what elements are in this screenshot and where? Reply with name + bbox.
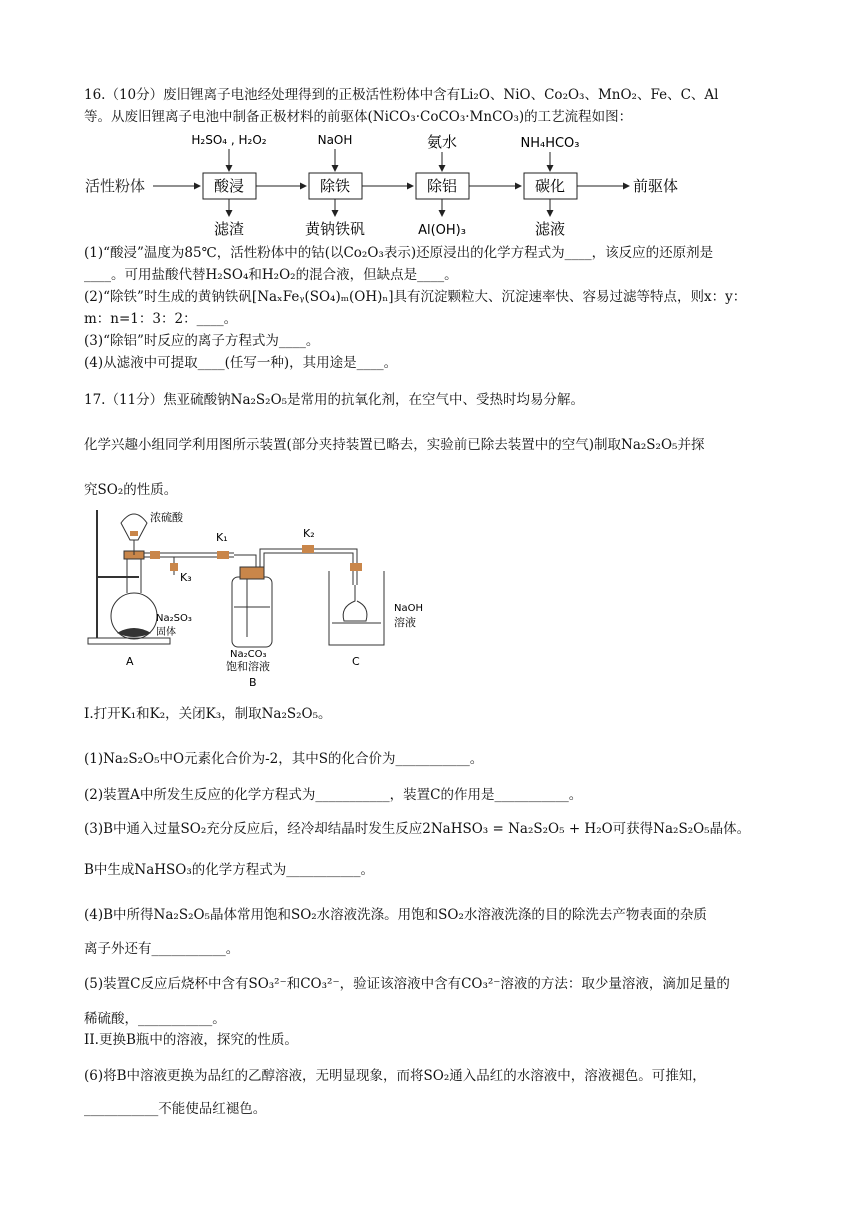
q17-q6-line2: ___________不能使品红褪色。 xyxy=(84,1101,267,1117)
q17-q2: (2)装置A中所发生反应的化学方程式为___________，装置C的作用是___________。 xyxy=(84,787,583,803)
q17-line1: 17.（11分）焦亚硫酸钠Na₂S₂O₅是常用的抗氧化剂，在空气中、受热时均易分解。 xyxy=(84,392,585,408)
label-k1: K₁ xyxy=(216,531,228,544)
q17-part1: I.打开K₁和K₂，关闭K₃，制取Na₂S₂O₅。 xyxy=(84,706,332,722)
flow-end-label: 前驱体 xyxy=(633,177,679,195)
flow-step-3-label: 除铝 xyxy=(426,177,458,195)
q16-q3: (3)“除铝”时反应的离子方程式为____。 xyxy=(84,333,320,349)
process-flow-diagram xyxy=(80,128,720,240)
flow-input-3: 氨水 xyxy=(426,133,458,151)
q17-q5-line1: (5)装置C反应后烧杯中含有SO₃²⁻和CO₃²⁻，验证该溶液中含有CO₃²⁻溶液的方法：取少量溶液，滴加足量的 xyxy=(84,976,730,992)
q17-q3-line1: (3)B中通入过量SO₂充分反应后，经冷却结晶时发生反应2NaHSO₃ = Na₂S₂O₅ + H₂O可获得Na₂S₂O₅晶体。 xyxy=(84,821,751,837)
q17-q4-line1: (4)B中所得Na₂S₂O₅晶体常用饱和SO₂水溶液洗涤。用饱和SO₂水溶液洗涤的目的除洗去产物表面的杂质 xyxy=(84,907,707,923)
q17-part2: II.更换B瓶中的溶液，探究的性质。 xyxy=(84,1032,298,1048)
flow-output-1: 滤渣 xyxy=(213,220,245,238)
label-naoh: NaOH xyxy=(394,603,423,614)
q17-q1: (1)Na₂S₂O₅中O元素化合价为-2，其中S的化合价为___________。 xyxy=(84,751,484,767)
q16-line1: 16.（10分）废旧锂离子电池经处理得到的正极活性粉体中含有Li₂O、NiO、Co₂O₃、MnO₂、Fe、C、Al xyxy=(84,87,719,103)
flow-input-4: NH₄HCO₃ xyxy=(520,136,580,151)
label-solid: 固体 xyxy=(156,627,176,638)
label-naoh-solution: 溶液 xyxy=(394,616,416,629)
flow-output-4: 滤液 xyxy=(534,220,566,238)
q16-q4: (4)从滤液中可提取____(任写一种)，其用途是____。 xyxy=(84,355,398,371)
label-concentrated-acid: 浓硫酸 xyxy=(150,511,183,524)
q17-q6-line1: (6)将B中溶液更换为品红的乙醇溶液，无明显现象，而将SO₂通入品红的水溶液中，溶液褪色。可推知， xyxy=(84,1068,706,1084)
flow-input-2: NaOH xyxy=(317,133,353,147)
q16-q2-line1: (2)“除铁”时生成的黄钠铁矾[NaₓFeᵧ(SO₄)ₘ(OH)ₙ]具有沉淀颗粒大、沉淀速率快、容易过滤等特点，则x：y： xyxy=(84,289,747,305)
flow-start-label: 活性粉体 xyxy=(85,177,146,195)
q16-q1-line1: (1)“酸浸”温度为85℃，活性粉体中的钴(以Co₂O₃表示)还原浸出的化学方程式为____，该反应的还原剂是 xyxy=(84,245,714,261)
flow-step-4-label: 碳化 xyxy=(534,177,566,195)
q16-q2-line2: m：n=1：3：2：____。 xyxy=(84,311,238,327)
q16-line2: 等。从废旧锂离子电池中制备正极材料的前驱体(NiCO₃·CoCO₃·MnCO₃)的工艺流程如图： xyxy=(84,109,633,125)
q16-q1-line2: ____。可用盐酸代替H₂SO₄和H₂O₂的混合液，但缺点是____。 xyxy=(84,267,458,283)
label-na2so3: Na₂SO₃ xyxy=(156,613,192,624)
flow-input-1: H₂SO₄ , H₂O₂ xyxy=(191,133,267,147)
flow-output-2: 黄钠铁矾 xyxy=(304,220,366,238)
label-k3: K₃ xyxy=(180,571,192,584)
flow-output-3: Al(OH)₃ xyxy=(418,223,466,238)
q17-q4-line2: 离子外还有___________。 xyxy=(84,941,240,957)
flow-step-1-label: 酸浸 xyxy=(213,177,245,195)
label-c: C xyxy=(352,655,360,668)
q17-q3-line2: B中生成NaHSO₃的化学方程式为___________。 xyxy=(84,862,375,878)
label-saturated-solution: 饱和溶液 xyxy=(226,660,270,673)
flow-step-2-label: 除铁 xyxy=(319,177,351,195)
label-b: B xyxy=(249,676,257,689)
label-na2co3: Na₂CO₃ xyxy=(230,649,267,660)
q17-line2: 化学兴趣小组同学利用图所示装置(部分夹持装置已略去，实验前已除去装置中的空气)制取Na₂S₂O₅并探 xyxy=(84,437,705,453)
q17-q5-line2: 稀硫酸，___________。 xyxy=(84,1011,226,1027)
label-a: A xyxy=(126,655,134,668)
label-k2: K₂ xyxy=(303,527,315,540)
q17-line3: 究SO₂的性质。 xyxy=(84,482,178,498)
apparatus-diagram xyxy=(84,505,444,690)
